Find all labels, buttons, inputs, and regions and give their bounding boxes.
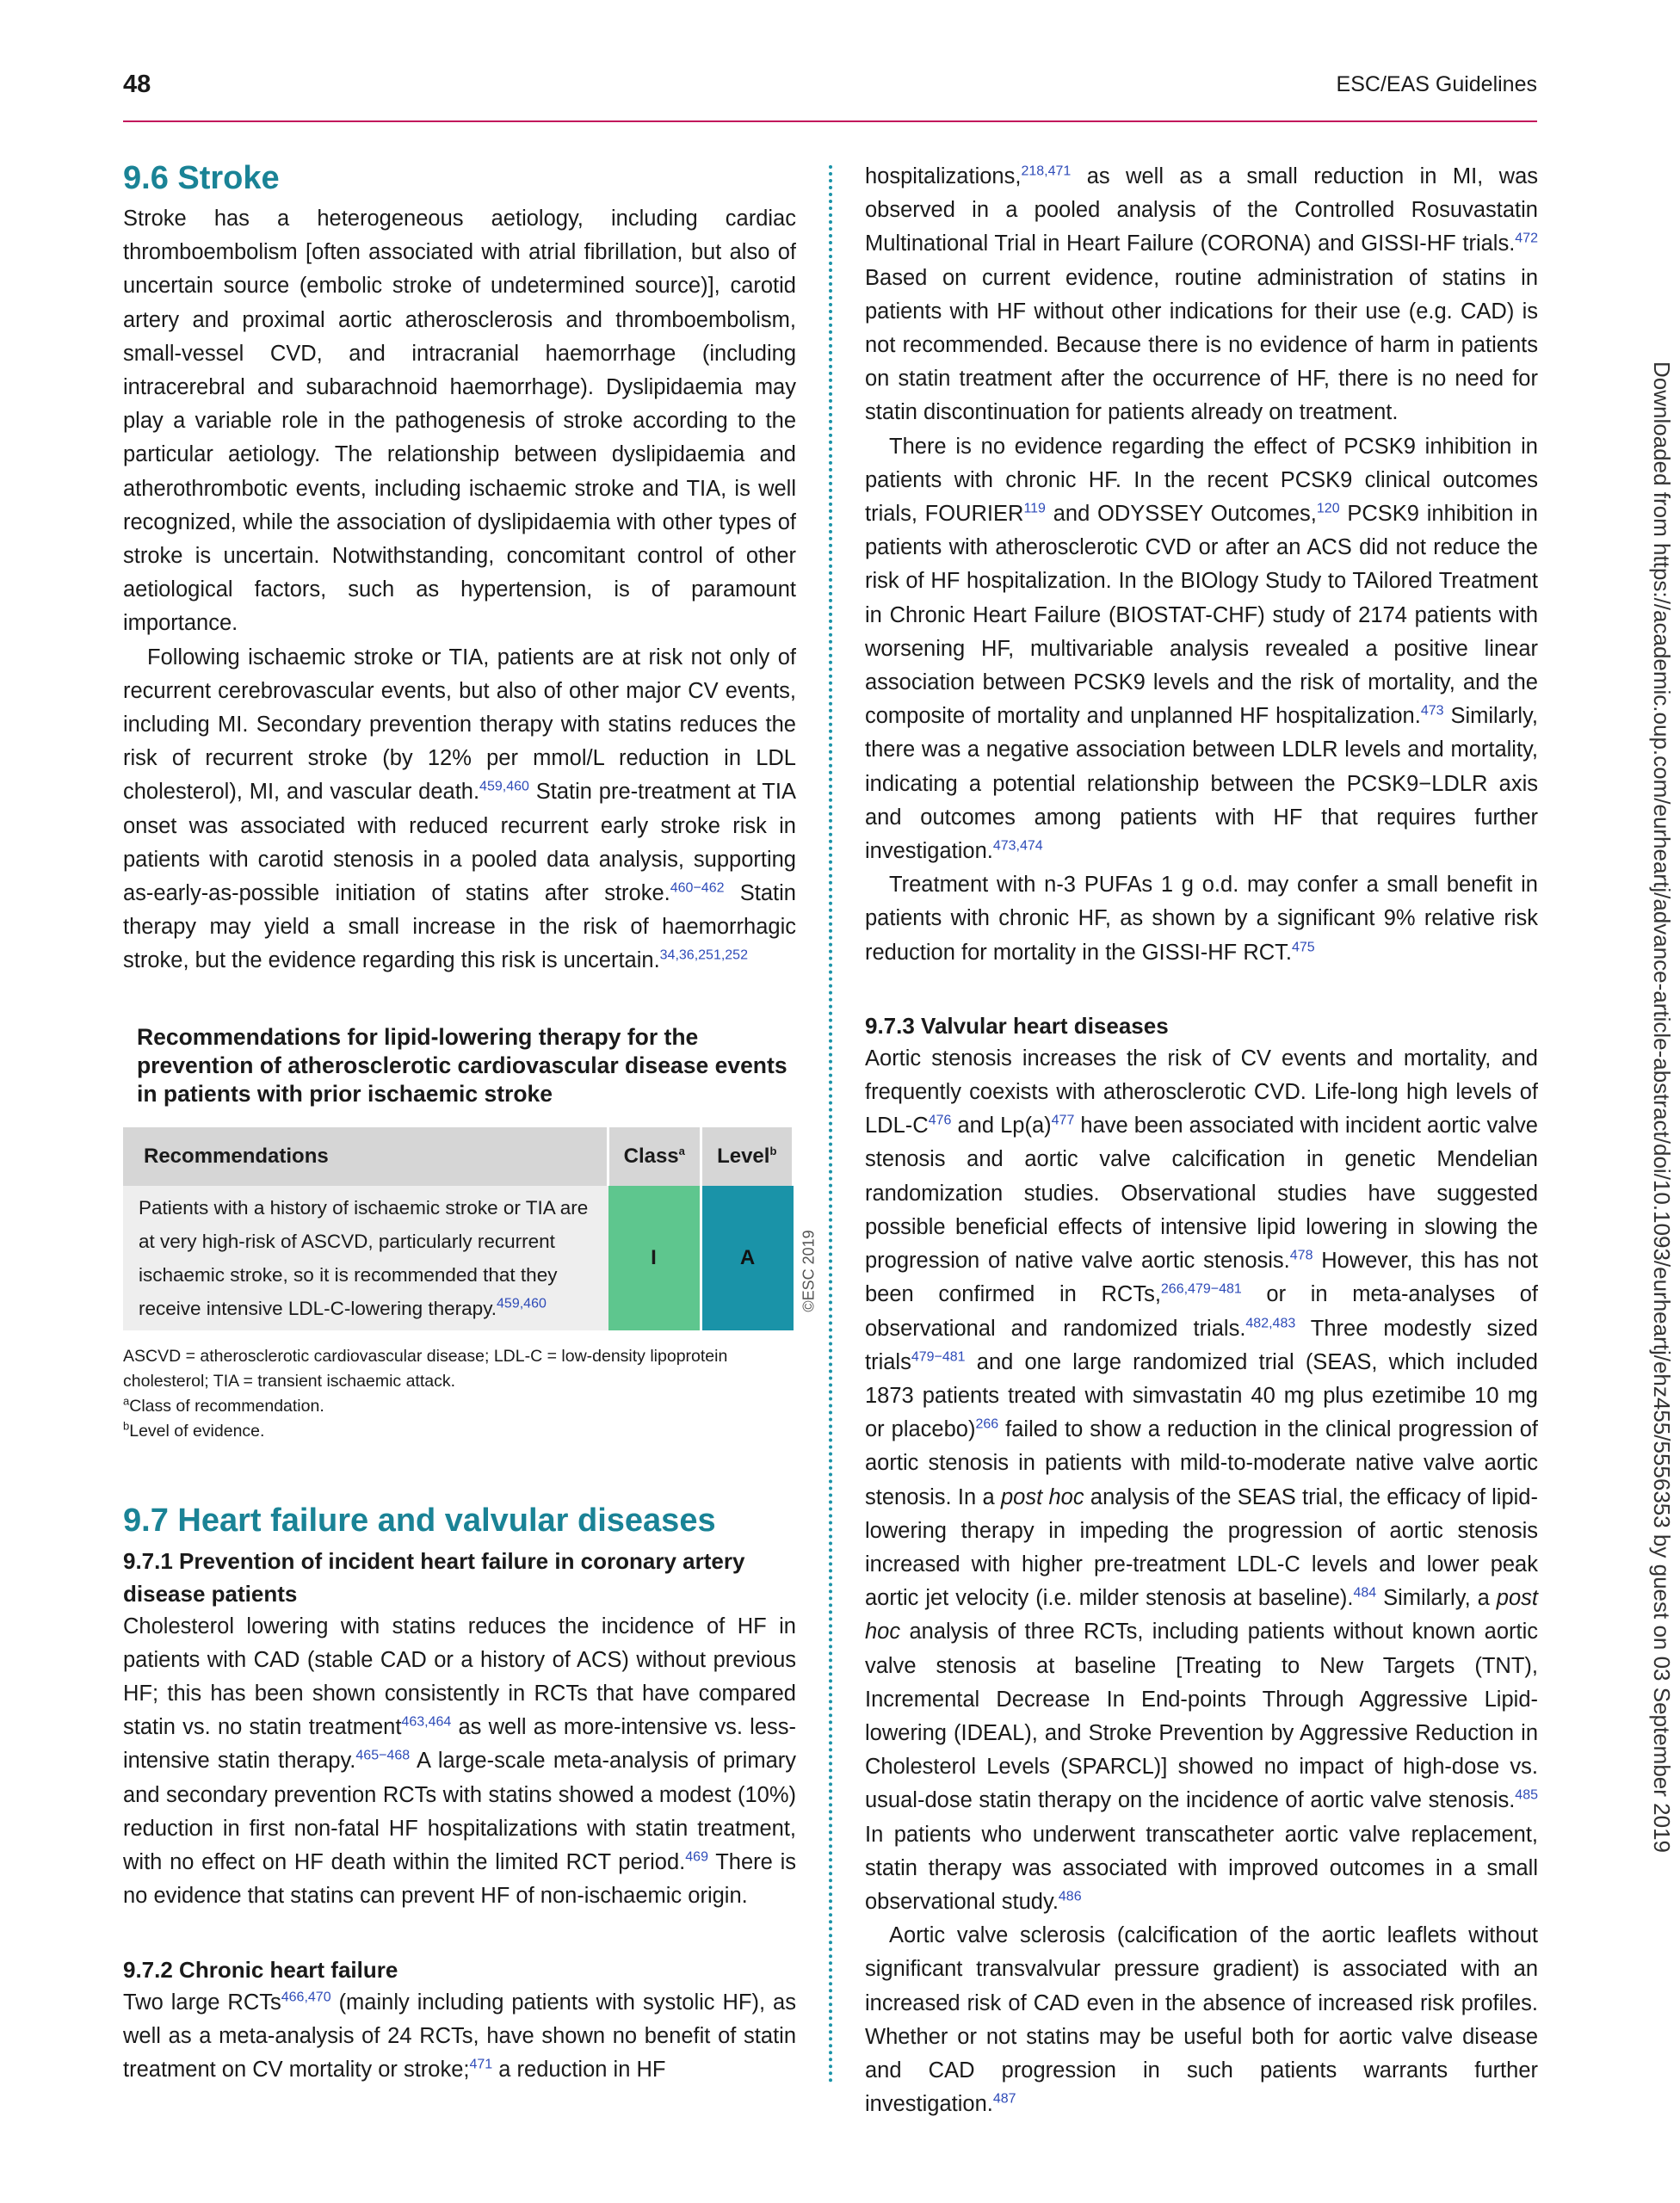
reference-link[interactable]: 476 bbox=[928, 1113, 952, 1128]
right-column bbox=[865, 160, 1538, 2121]
reference-link[interactable]: 482,483 bbox=[1245, 1316, 1296, 1330]
reference-link[interactable]: 459,460 bbox=[497, 1296, 547, 1311]
reference-link[interactable]: 465−468 bbox=[355, 1748, 411, 1763]
page-number: 48 bbox=[123, 71, 151, 98]
class-badge: I bbox=[608, 1186, 701, 1330]
reference-link[interactable]: 460−462 bbox=[670, 880, 725, 896]
footnote-a: $^a$Class of recommendation. bbox=[123, 1394, 324, 1416]
table-row bbox=[123, 1186, 794, 1330]
recommendation-text: Patients with a history of ischaemic stroke or TIA are at very high-risk of ASCVD, particularly recurrent ischaemic stroke, so it is recommended that they receive intensive LDL-C-lowering therapy.$^{459,460}$ bbox=[123, 1186, 608, 1330]
col-header-recommendations: Recommendations bbox=[123, 1127, 608, 1186]
reference-link[interactable]: 119 bbox=[1023, 501, 1046, 516]
reference-link[interactable]: 471 bbox=[469, 2057, 493, 2072]
reference-link[interactable]: 266 bbox=[975, 1416, 999, 1432]
col-header-level: Level$^b$ bbox=[701, 1127, 794, 1186]
paragraph-aortic-stenosis: Aortic stenosis increases the risk of CV events and mortality, and frequently coexists with atherosclerotic CVD. Life-long high levels of LDL-$C^{476}$ and $Lp(a)^{477}$ have been associated with incident aortic valve stenosis and aortic valve calcification in genetic Mendelian randomization studies. Observational studies have suggested possible beneficial effects of intensive lipid lowering in slowing the progression of native valve aortic stenosis.$^{478}$ However, this has not been confirmed in RCTs,$^{266,479-481}$ or in meta-analyses of observational and randomized trials.$^{482,483}$ Three modestly sized trials$^{479-481}$ and one large randomized trial (SEAS, which included 1873 patients treated with simvastatin 40 mg plus ezetimibe 10 mg or placebo)$^{266}$ failed to show a reduction in the clinical progression of aortic stenosis in patients with mild-to-moderate native valve aortic stenosis. In a post hoc analysis of the SEAS trial, the efficacy of lipid-lowering therapy in impeding the progression of aortic stenosis increased with higher pre-treatment LDL-C levels and lower peak aortic jet velocity (i.e. milder stenosis at baseline).$^{484}$ Similarly, a post hoc analysis of three RCTs, including patients without known aortic valve stenosis at baseline [Treating to New Targets (TNT), Incremental Decrease In End-points Through Aggressive Lipid-lowering (IDEAL), and Stroke Prevention by Aggressive Reduction in Cholesterol Levels (SPARCL)] showed no impact of high-dose vs. usual-dose statin therapy on the incidence of aortic valve stenosis.$^{485}$ In patients who underwent transcatheter aortic valve replacement, statin therapy was associated with improved outcomes in a small observational study.$^{486}$ bbox=[865, 1046, 1539, 1914]
reference-link[interactable]: 478 bbox=[1289, 1248, 1313, 1263]
paragraph-stroke-aetiology: Stroke has a heterogeneous aetiology, including cardiac thromboembolism [often associated with atrial fibrillation, but also of uncertain source (embolic stroke of undetermined source)], carotid artery and proximal aortic atherosclerosis and thromboembolism, small-vessel CVD, and intracranial haemorrhage (including intracerebral and subarachnoid haemorrhage). Dyslipidaemia may play a variable role in the pathogenesis of stroke according to the particular aetiology. The relationship between dyslipidaemia and atherothrombotic events, including ischaemic stroke and TIA, is well recognized, while the association of dyslipidaemia with other types of stroke is uncertain. Notwithstanding, concomitant control of other aetiological factors, such as hypertension, is of paramount importance. bbox=[123, 207, 796, 636]
copyright-label: ©ESC 2019 bbox=[800, 1230, 818, 1312]
reference-link[interactable]: 266,479−481 bbox=[1160, 1281, 1242, 1297]
footnote-abbreviations: ASCVD = atherosclerotic cardiovascular disease; LDL-C = low-density lipoprotein cholesterol; TIA = transient ischaemic attack. bbox=[123, 1346, 728, 1391]
reference-link[interactable]: 463,464 bbox=[401, 1714, 452, 1730]
reference-link[interactable]: 472 bbox=[1515, 231, 1538, 246]
recommendation-table bbox=[123, 1127, 794, 1330]
left-column bbox=[123, 160, 796, 2087]
paragraph-stroke-prevention: Following ischaemic stroke or TIA, patients are at risk not only of recurrent cerebrovascular events, but also of other major CV events, including MI. Secondary prevention therapy with statins reduces the risk of recurrent stroke (by 12% per mmol/L reduction in LDL cholesterol), MI, and vascular death.$^{459,460}$ Statin pre-treatment at TIA onset was associated with reduced recurrent early stroke risk in patients with carotid stenosis in a pooled data analysis, supporting as-early-as-possible initiation of statins after stroke.$^{460-462}$ Statin therapy may yield a small increase in the risk of haemorrhagic stroke, but the evidence regarding this risk is uncertain.$^{34,36,251,252}$ bbox=[123, 645, 796, 973]
col-header-class: Class$^a$ bbox=[608, 1127, 701, 1186]
table-footnotes bbox=[123, 1344, 796, 1444]
subsection-heading-incident-hf: 9.7.1 Prevention of incident heart failure in coronary artery disease patients bbox=[123, 1547, 745, 1607]
recommendation-table-title: Recommendations for lipid-lowering therapy for the prevention of atherosclerotic cardiovascular disease events in patients with prior ischaemic stroke bbox=[137, 1023, 788, 1107]
running-head: ESC/EAS Guidelines bbox=[1336, 72, 1537, 96]
level-badge: A bbox=[701, 1186, 794, 1330]
reference-link[interactable]: 473 bbox=[1420, 703, 1444, 719]
download-notice: Downloaded from https://academic.oup.com/eurheartj/advance-article-abstract/doi/10.1093/eurheartj/ehz455/5556353 by guest on 03 September 2019 bbox=[1649, 361, 1675, 1853]
subsection-heading-valvular: 9.7.3 Valvular heart diseases bbox=[865, 1012, 1169, 1039]
paragraph-pufa-hf: Treatment with n-3 PUFAs 1 g o.d. may confer a small benefit in patients with chronic HF, as shown by a significant 9% relative risk reduction for mortality in the GISSI-HF RCT.$^{475}$ bbox=[865, 873, 1538, 965]
reference-link[interactable]: 485 bbox=[1515, 1787, 1538, 1803]
reference-link[interactable]: 477 bbox=[1051, 1113, 1075, 1128]
reference-link[interactable]: 486 bbox=[1058, 1889, 1082, 1904]
paragraph-chronic-hf-start: Two large RCTs$^{466,470}$ (mainly including patients with systolic HF), as well as a meta-analysis of 24 RCTs, have shown no benefit of statin treatment on CV mortality or stroke;$^{471}$ a reduction in HF bbox=[123, 1990, 796, 2082]
reference-link[interactable]: 120 bbox=[1316, 501, 1340, 516]
reference-link[interactable]: 459,460 bbox=[479, 779, 529, 794]
reference-link[interactable]: 475 bbox=[1291, 940, 1315, 955]
paragraph-pcsk9-hf: There is no evidence regarding the effect of PCSK9 inhibition in patients with chronic HF. In the recent PCSK9 clinical outcomes trials, FOURIER$^{119}$ and ODYSSEY Outcomes,$^{120}$ PCSK9 inhibition in patients with atherosclerotic CVD or after an ACS did not reduce the risk of HF hospitalization. In the BIOlogy Study to TAilored Treatment in Chronic Heart Failure (BIOSTAT-CHF) study of 2174 patients with worsening HF, multivariable analysis revealed a positive linear association between PCSK9 levels and the risk of mortality, and the composite of mortality and unplanned HF hospitalization.$^{473}$ Similarly, there was a negative association between LDLR levels and mortality, indicating a potential relationship between the PCSK9−LDLR axis and outcomes among patients with HF that requires further investigation.$^{473,474}$ bbox=[865, 434, 1538, 864]
reference-link[interactable]: 487 bbox=[992, 2091, 1016, 2107]
column-divider bbox=[829, 165, 832, 2084]
paragraph-incident-hf: Cholesterol lowering with statins reduces the incidence of HF in patients with CAD (stable CAD or a history of ACS) without previous HF; this has been shown consistently in RCTs that have compared statin vs. no statin treatment$^{463,464}$ as well as more-intensive vs. less-intensive statin therapy.$^{465-468}$ A large-scale meta-analysis of primary and secondary prevention RCTs with statins showed a modest (10%) reduction in first non-fatal HF hospitalizations with statin treatment, with no effect on HF death within the limited RCT period.$^{469}$ There is no evidence that statins can prevent HF of non-ischaemic origin. bbox=[123, 1614, 796, 1909]
paragraph-aortic-sclerosis: Aortic valve sclerosis (calcification of the aortic leaflets without significant transvalvular pressure gradient) is associated with an increased risk of CAD even in the absence of increased risk profiles. Whether or not statins may be useful both for aortic valve disease and CAD progression in such patients warrants further investigation.$^{487}$ bbox=[865, 1923, 1538, 2117]
subsection-heading-chronic-hf: 9.7.2 Chronic heart failure bbox=[123, 1956, 398, 1983]
reference-link[interactable]: 479−481 bbox=[911, 1349, 966, 1365]
footnote-b: $^b$Level of evidence. bbox=[123, 1419, 265, 1441]
section-heading-heart-failure: 9.7 Heart failure and valvular diseases bbox=[123, 1502, 716, 1539]
reference-link[interactable]: 34,36,251,252 bbox=[659, 947, 748, 963]
paragraph-chronic-hf-continued: hospitalizations,$^{218,471}$ as well as a small reduction in MI, was observed in a pooled analysis of the Controlled Rosuvastatin Multinational Trial in Heart Failure (CORONA) and GISSI-HF trials.$^{472}$ Based on current evidence, routine administration of statins in patients with HF without other indications for their use (e.g. CAD) is not recommended. Because there is no evidence of harm in patients on statin treatment after the occurrence of HF, there is no need for statin discontinuation for patients already on treatment. bbox=[865, 164, 1538, 425]
reference-link[interactable]: 469 bbox=[685, 1849, 708, 1865]
reference-link[interactable]: 473,474 bbox=[992, 838, 1043, 854]
reference-link[interactable]: 484 bbox=[1353, 1585, 1377, 1601]
reference-link[interactable]: 466,470 bbox=[281, 1990, 331, 2004]
reference-link[interactable]: 218,471 bbox=[1021, 164, 1072, 179]
header-rule bbox=[123, 120, 1537, 122]
section-heading-stroke: 9.6 Stroke bbox=[123, 160, 280, 196]
